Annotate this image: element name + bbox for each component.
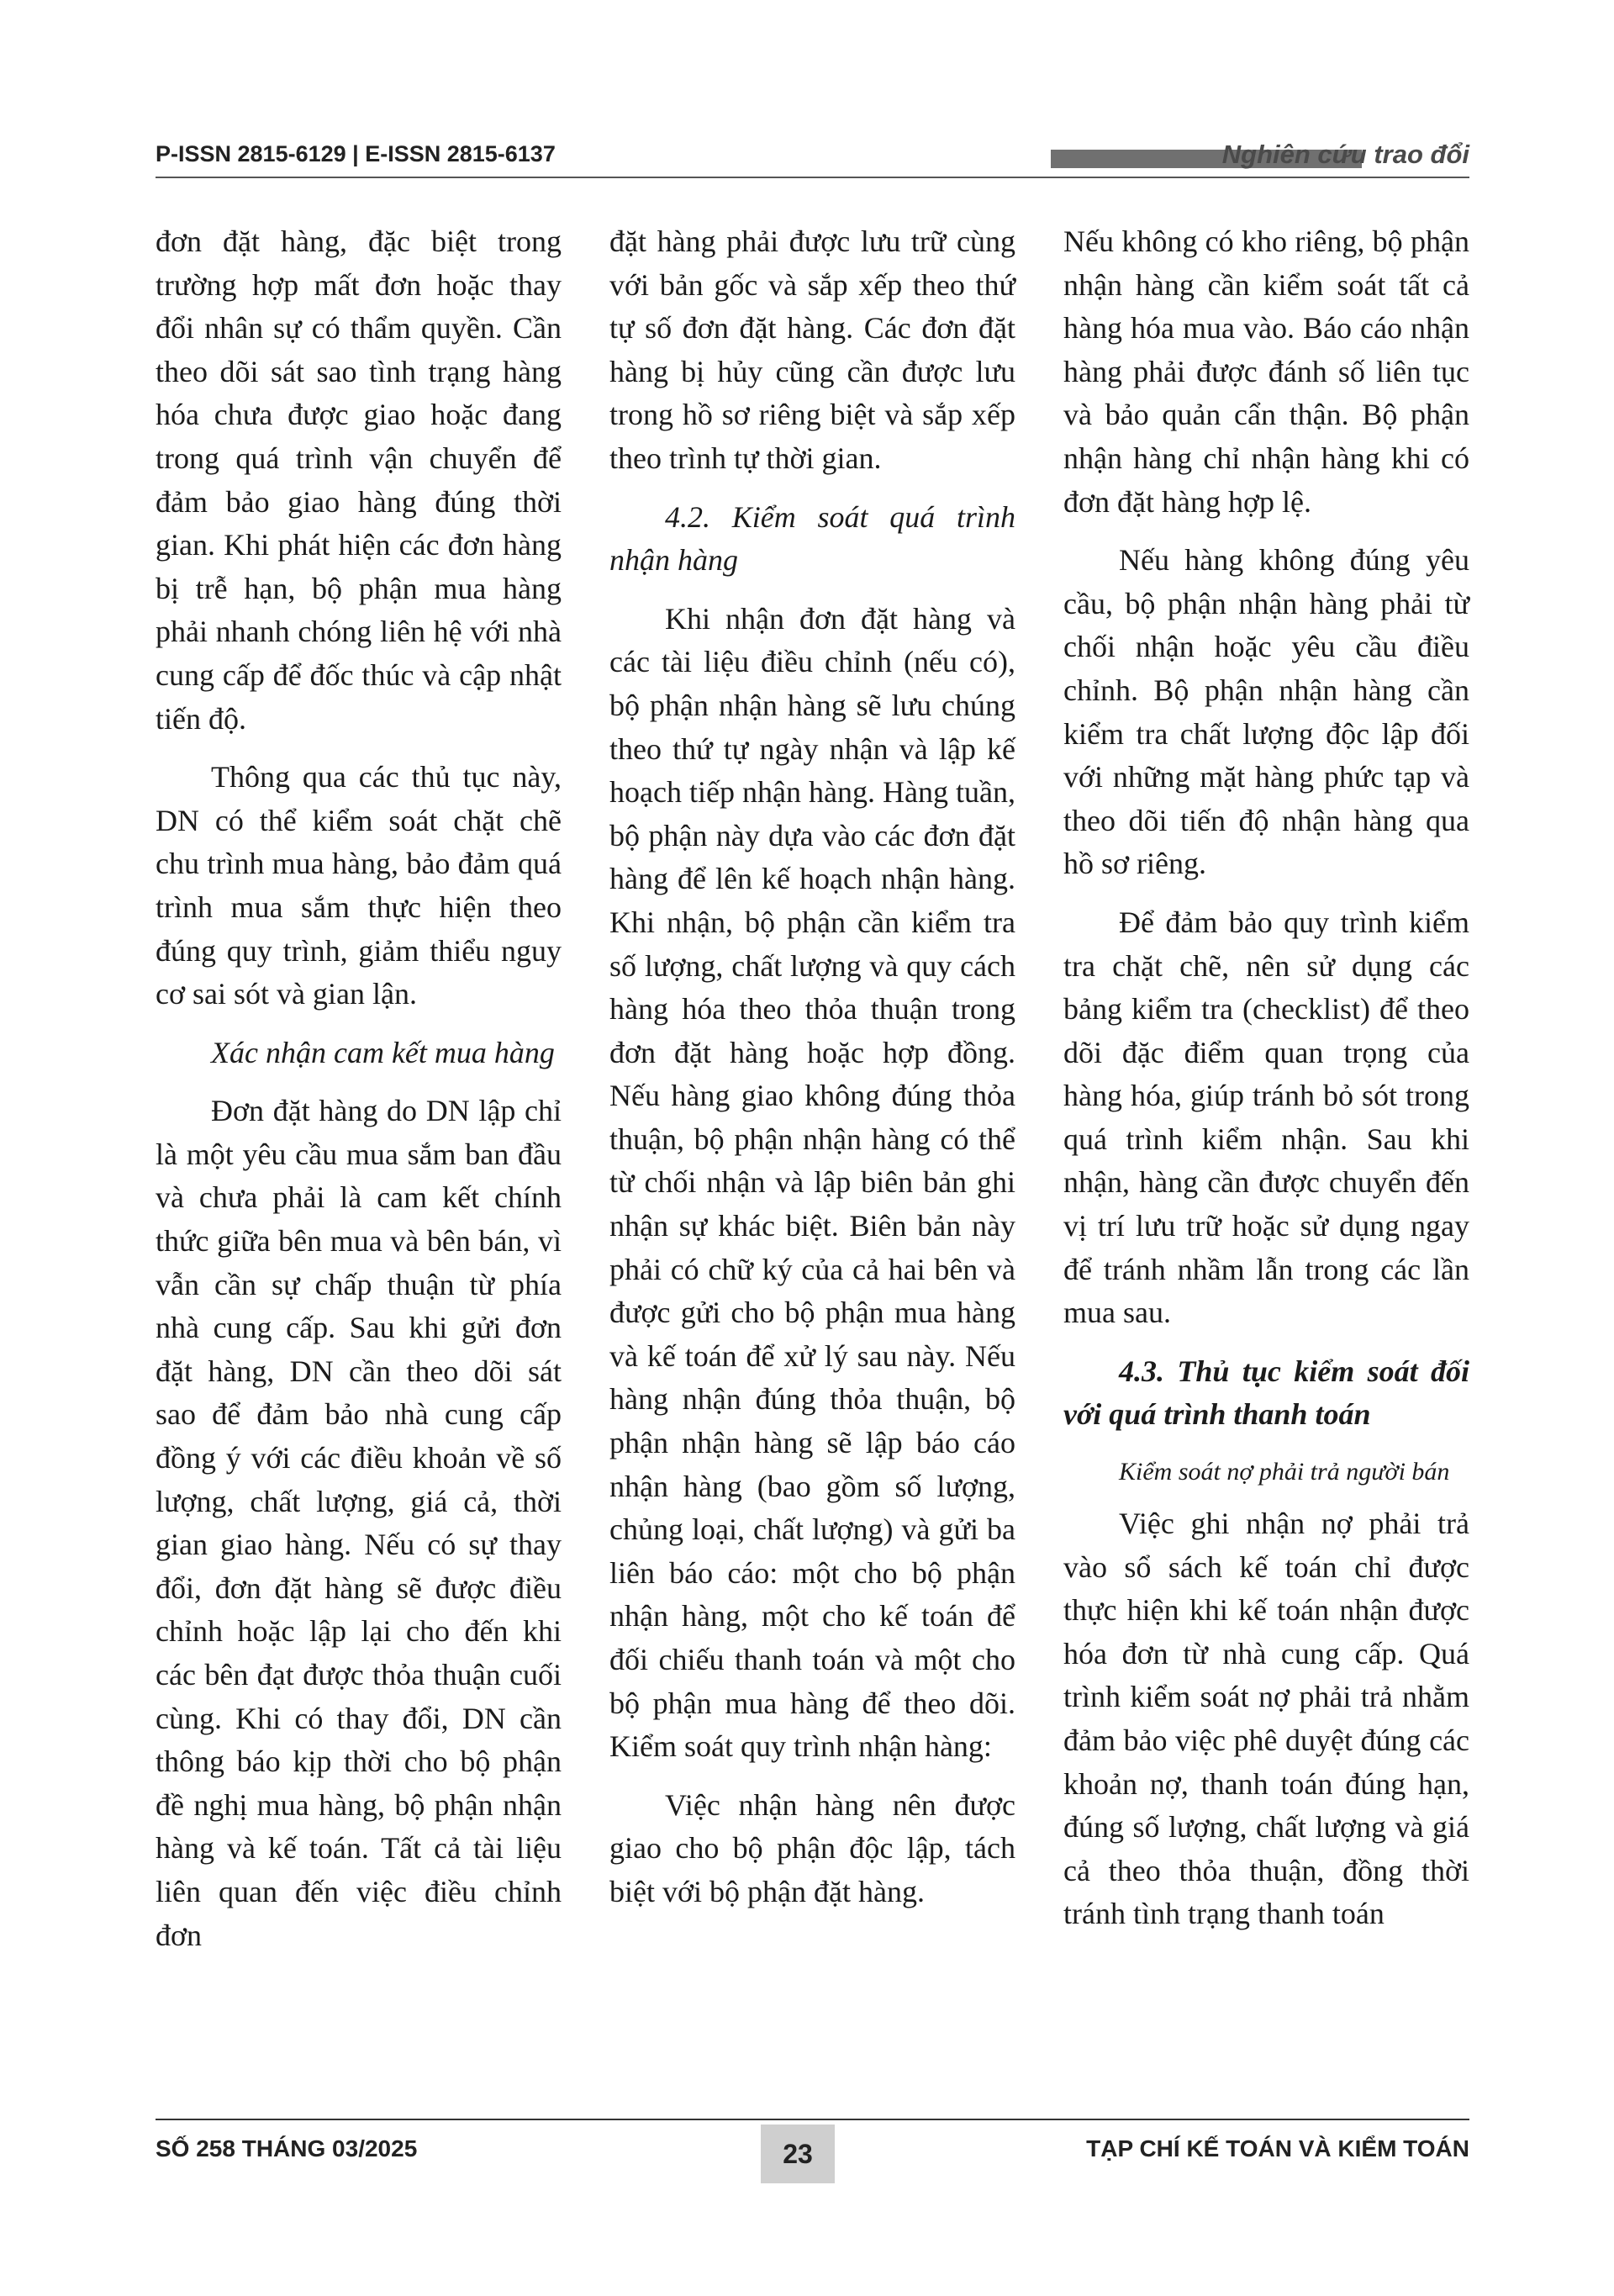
section-title: Nghiên cứu trao đổi xyxy=(1221,140,1469,169)
column-3 xyxy=(1063,220,1469,1951)
journal-name: TẠP CHÍ KẾ TOÁN VÀ KIỂM TOÁN xyxy=(1086,2135,1469,2161)
paragraph: Nếu hàng không đúng yêu cầu, bộ phận nhận hàng phải từ chối nhận hoặc yêu cầu điều chỉnh. Bộ phận nhận hàng cần kiểm tra chất lượng độc lập đối với những mặt hàng phức tạp và theo dõi tiến độ nhận hàng qua hồ sơ riêng. xyxy=(1063,543,1469,881)
footer-rule xyxy=(156,2119,1469,2120)
issn-label: P-ISSN 2815-6129 | E-ISSN 2815-6137 xyxy=(156,141,556,166)
column-2 xyxy=(609,220,1015,1929)
paragraph: đơn đặt hàng, đặc biệt trong trường hợp mất đơn hoặc thay đổi nhân sự có thẩm quyền. Cần theo dõi sát sao tình trạng hàng hóa chưa được giao hoặc đang trong quá trình vận chuyển để đảm bảo giao hàng đúng thời gian. Khi phát hiện các đơn hàng bị trễ hạn, bộ phận mua hàng phải nhanh chóng liên hệ với nhà cung cấp để đốc thúc và cập nhật tiến độ. xyxy=(156,224,562,736)
section-heading: 4.2. Kiểm soát quá trình nhận hàng xyxy=(609,499,1015,578)
paragraph: Việc nhận hàng nên được giao cho bộ phận độc lập, tách biệt với bộ phận đặt hàng. xyxy=(609,1787,1015,1908)
article-body xyxy=(156,220,1469,2103)
paragraph: đặt hàng phải được lưu trữ cùng với bản gốc và sắp xếp theo thứ tự số đơn đặt hàng. Các đơn đặt hàng bị hủy cũng cần được lưu trong hồ sơ riêng biệt và sắp xếp theo trình tự thời gian. xyxy=(609,224,1015,475)
section-heading: 4.3. Thủ tục kiểm soát đối với quá trình thanh toán xyxy=(1063,1354,1469,1432)
paragraph: Đơn đặt hàng do DN lập chỉ là một yêu cầu mua sắm ban đầu và chưa phải là cam kết chính thức giữa bên mua và bên bán, vì vẫn cần sự chấp thuận từ phía nhà cung cấp. Sau khi gửi đơn đặt hàng, DN cần theo dõi sát sao để đảm bảo nhà cung cấp đồng ý với các điều khoản về số lượng, chất lượng, giá cả, thời gian giao hàng. Nếu có sự thay đổi, đơn đặt hàng sẽ được điều chỉnh hoặc lập lại cho đến khi các bên đạt được thỏa thuận cuối cùng. Khi có thay đổi, DN cần thông báo kịp thời cho bộ phận đề nghị mua hàng, bộ phận nhận hàng và kế toán. Tất cả tài liệu liên quan đến việc điều chỉnh đơn xyxy=(156,1094,562,1952)
paragraph: Việc ghi nhận nợ phải trả vào sổ sách kế toán chỉ được thực hiện khi kế toán nhận được hóa đơn từ nhà cung cấp. Quá trình kiểm soát nợ phải trả nhằm đảm bảo việc phê duyệt đúng các khoản nợ, thanh toán đúng hạn, đúng số lượng, chất lượng và giá cả theo thỏa thuận, đồng thời tránh tình trạng thanh toán xyxy=(1063,1507,1469,1931)
paragraph: Nếu không có kho riêng, bộ phận nhận hàng cần kiểm soát tất cả hàng hóa mua vào. Báo cáo nhận hàng phải được đánh số liên tục và bảo quản cẩn thận. Bộ phận nhận hàng chỉ nhận hàng khi có đơn đặt hàng hợp lệ. xyxy=(1063,224,1469,519)
page-header xyxy=(156,135,1469,177)
paragraph: Để đảm bảo quy trình kiểm tra chặt chẽ, nên sử dụng các bảng kiểm tra (checklist) để theo dõi đặc điểm quan trọng của hàng hóa, giúp tránh bỏ sót trong quá trình kiểm nhận. Sau khi nhận, hàng cần được chuyển đến vị trí lưu trữ hoặc sử dụng ngay để tránh nhầm lẫn trong các lần mua sau. xyxy=(1063,905,1469,1330)
header-rule xyxy=(156,177,1469,178)
paragraph: Khi nhận đơn đặt hàng và các tài liệu điều chỉnh (nếu có), bộ phận nhận hàng sẽ lưu chúng theo thứ tự ngày nhận và lập kế hoạch tiếp nhận hàng. Hàng tuần, bộ phận này dựa vào các đơn đặt hàng để lên kế hoạch nhận hàng. Khi nhận, bộ phận cần kiểm tra số lượng, chất lượng và quy cách hàng hóa theo thỏa thuận trong đơn đặt hàng hoặc hợp đồng. Nếu hàng giao không đúng thỏa thuận, bộ phận nhận hàng có thể từ chối nhận và lập biên bản ghi nhận sự khác biệt. Biên bản này phải có chữ ký của cả hai bên và được gửi cho bộ phận mua hàng và kế toán để xử lý sau này. Nếu hàng nhận đúng thỏa thuận, bộ phận nhận hàng sẽ lập báo cáo nhận hàng (bao gồm số lượng, chủng loại, chất lượng) và gửi ba liên báo cáo: một cho bộ phận nhận hàng, một cho kế toán để đối chiếu thanh toán và một cho bộ phận mua hàng để theo dõi. Kiểm soát quy trình nhận hàng: xyxy=(609,601,1015,1764)
page-number: 23 xyxy=(761,2124,835,2183)
subheading: Kiểm soát nợ phải trả người bán xyxy=(1119,1458,1450,1486)
subheading: Xác nhận cam kết mua hàng xyxy=(211,1035,555,1069)
paragraph: Thông qua các thủ tục này, DN có thể kiểm soát chặt chẽ chu trình mua hàng, bảo đảm quá trình mua sắm thực hiện theo đúng quy trình, giảm thiểu nguy cơ sai sót và gian lận. xyxy=(156,760,562,1011)
column-1 xyxy=(156,220,562,1972)
issue-label: SỐ 258 THÁNG 03/2025 xyxy=(156,2135,418,2161)
